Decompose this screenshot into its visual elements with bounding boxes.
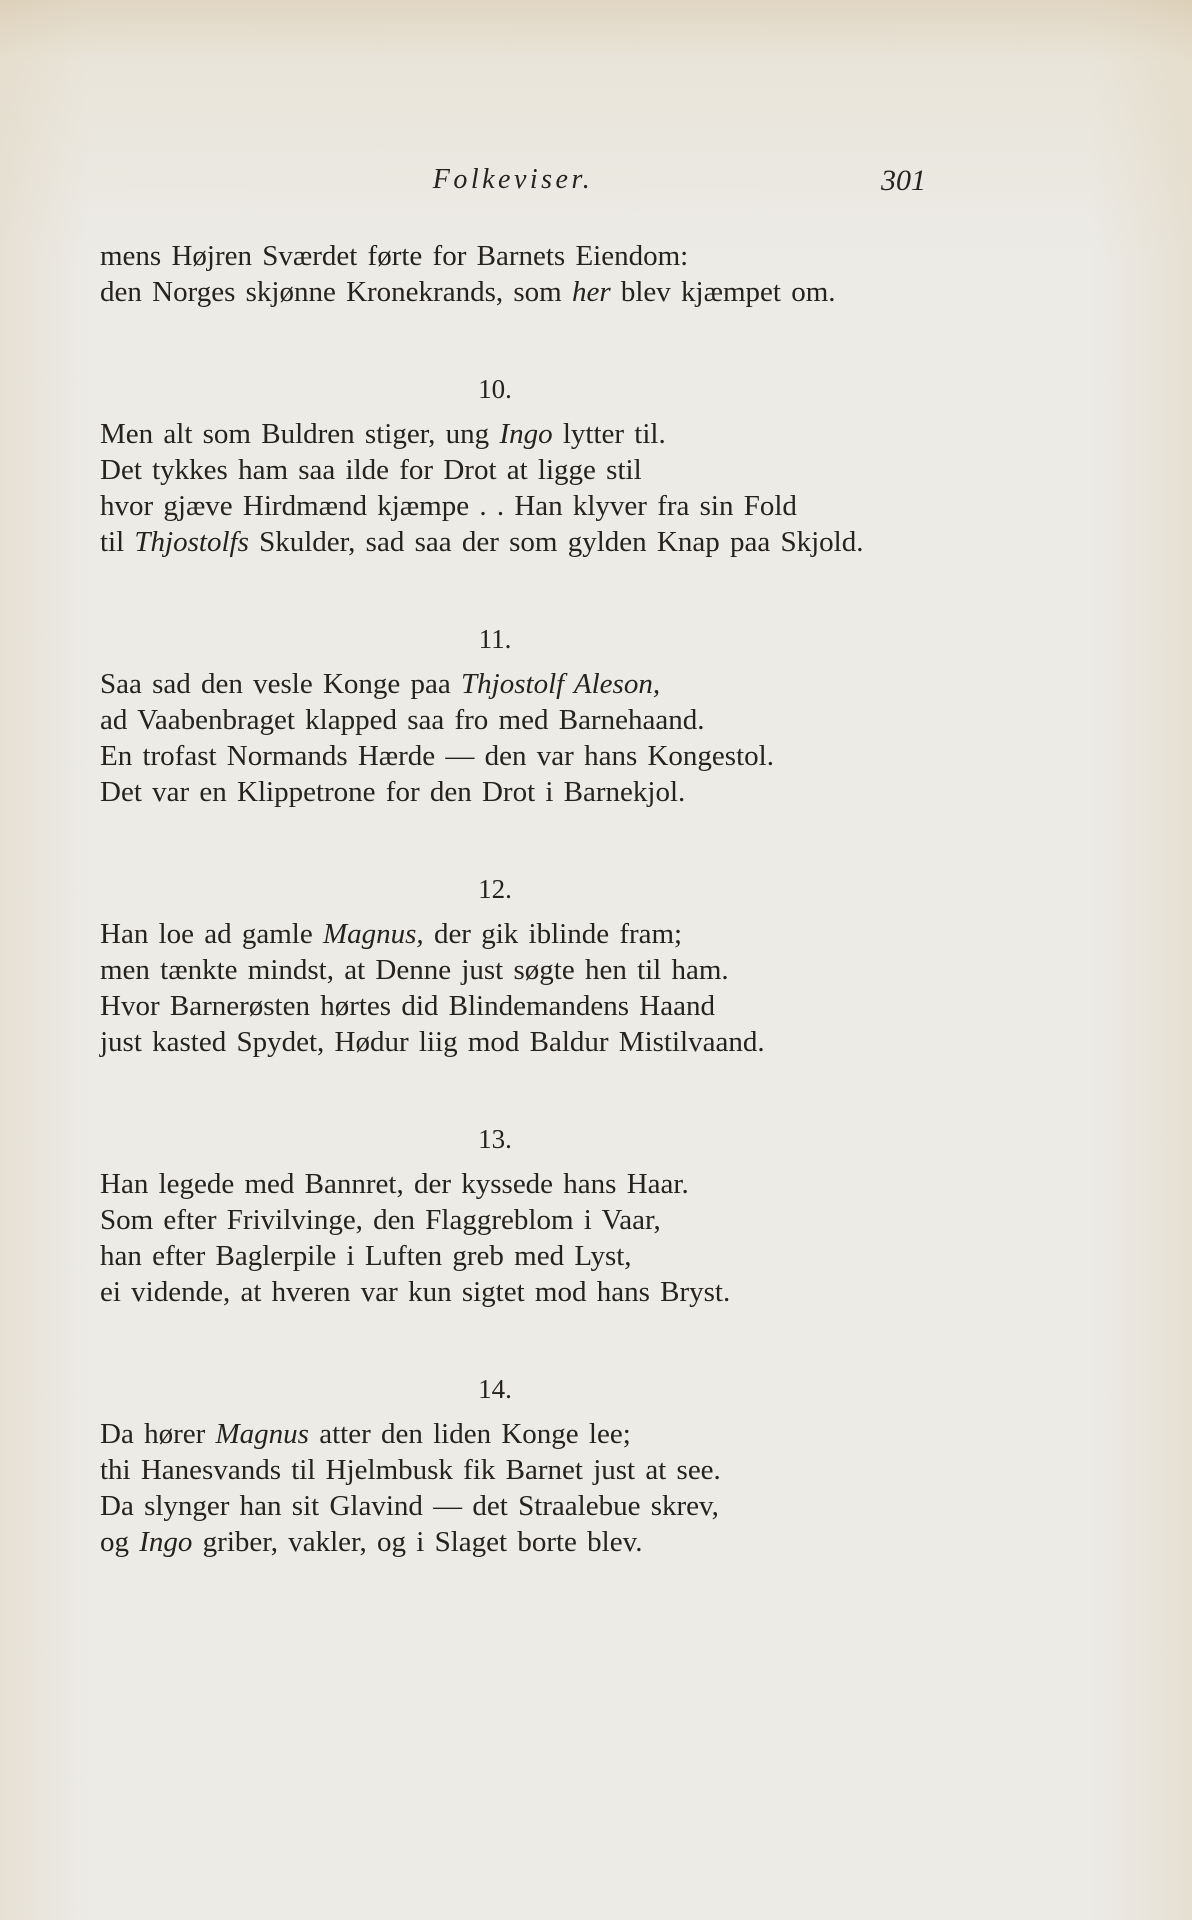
poem-line: just kasted Spydet, Hødur liig mod Baldur Mistilvaand.: [100, 1026, 765, 1058]
running-head: [100, 164, 926, 208]
poem-line: Som efter Frivilvinge, den Flaggreblom i Vaar,: [100, 1204, 661, 1236]
stanza-number: 14.: [478, 1374, 512, 1404]
poem-line: mens Højren Sværdet førte for Barnets Eiendom:: [100, 240, 689, 272]
poem-line: han efter Baglerpile i Luften greb med Lyst,: [100, 1240, 632, 1272]
poem-line: Men alt som Buldren stiger, ung Ingo lytter til.: [100, 418, 666, 450]
stanza-12: [100, 872, 930, 1060]
stanza-number: 13.: [478, 1124, 512, 1154]
poem-line: Han loe ad gamle Magnus, der gik iblinde fram;: [100, 918, 683, 950]
stanza-number: 11.: [478, 624, 512, 654]
poem-line: den Norges skjønne Kronekrands, som her blev kjæmpet om.: [100, 276, 836, 308]
stanza-10: [100, 372, 930, 560]
stanza-number: 10.: [478, 374, 512, 404]
opening-lines: [100, 238, 930, 310]
poem-line: En trofast Normands Hærde — den var hans Kongestol.: [100, 740, 774, 772]
stanza-13: [100, 1122, 930, 1310]
poem-line: og Ingo griber, vakler, og i Slaget borte blev.: [100, 1526, 643, 1558]
poem-line: thi Hanesvands til Hjelmbusk fik Barnet just at see.: [100, 1454, 721, 1486]
poem-text: [100, 238, 930, 1560]
poem-line: men tænkte mindst, at Denne just søgte hen til ham.: [100, 954, 729, 986]
poem-line: hvor gjæve Hirdmænd kjæmpe . . Han klyver fra sin Fold: [100, 490, 797, 522]
poem-line: Det tykkes ham saa ilde for Drot at ligge stil: [100, 454, 642, 486]
stanza-14: [100, 1372, 930, 1560]
poem-line: Saa sad den vesle Konge paa Thjostolf Aleson,: [100, 668, 661, 700]
poem-line: Da hører Magnus atter den liden Konge lee;: [100, 1418, 631, 1450]
poem-line: Da slynger han sit Glavind — det Straalebue skrev,: [100, 1490, 719, 1522]
poem-line: ad Vaabenbraget klapped saa fro med Barnehaand.: [100, 704, 705, 736]
poem-line: Han legede med Bannret, der kyssede hans Haar.: [100, 1168, 689, 1200]
page-number: 301: [881, 164, 926, 197]
poem-line: Det var en Klippetrone for den Drot i Barnekjol.: [100, 776, 686, 808]
stanza-11: [100, 622, 930, 810]
running-title: Folkeviser.: [432, 164, 594, 195]
poem-line: ei vidende, at hveren var kun sigtet mod hans Bryst.: [100, 1276, 731, 1308]
stanza-number: 12.: [478, 874, 512, 904]
poem-line: til Thjostolfs Skulder, sad saa der som gylden Knap paa Skjold.: [100, 526, 864, 558]
poem-line: Hvor Barnerøsten hørtes did Blindemandens Haand: [100, 990, 715, 1022]
